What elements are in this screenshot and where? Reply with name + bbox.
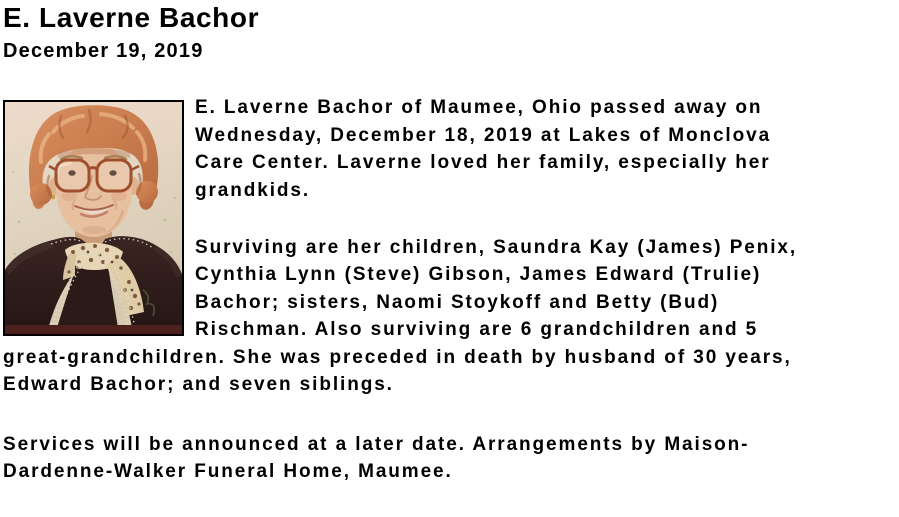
obituary-text-line: E. Laverne Bachor of Maumee, Ohio passed away on	[195, 97, 763, 118]
page-title: E. Laverne Bachor	[3, 2, 260, 33]
obituary-text-line: Care Center. Laverne loved her family, especially her	[195, 152, 771, 173]
obituary-text-line: Cynthia Lynn (Steve) Gibson, James Edward (Trulie)	[195, 264, 762, 285]
obituary-text-line: Rischman. Also surviving are 6 grandchildren and 5	[195, 319, 759, 340]
obituary-text-line: grandkids.	[195, 179, 311, 201]
obituary-text-line: Services will be announced at a later date. Arrangements by Maison-	[3, 433, 750, 455]
portrait-photo	[3, 100, 184, 336]
obituary-text-line: Dardenne-Walker Funeral Home, Maumee.	[3, 461, 453, 482]
obituary-text-line: Surviving are her children, Saundra Kay (James) Penix,	[195, 236, 798, 258]
obituary-text-line: Bachor; sisters, Naomi Stoykoff and Betty (Bud)	[195, 291, 720, 313]
obituary-text-line: great-grandchildren. She was preceded in death by husband of 30 years,	[3, 346, 792, 368]
obituary-page	[0, 2, 899, 517]
portrait-image	[5, 102, 182, 334]
obituary-text-line: Edward Bachor; and seven siblings.	[3, 374, 394, 395]
obituary-text-line: Wednesday, December 18, 2019 at Lakes of Monclova	[195, 124, 772, 146]
publication-date: December 19, 2019	[3, 40, 204, 62]
